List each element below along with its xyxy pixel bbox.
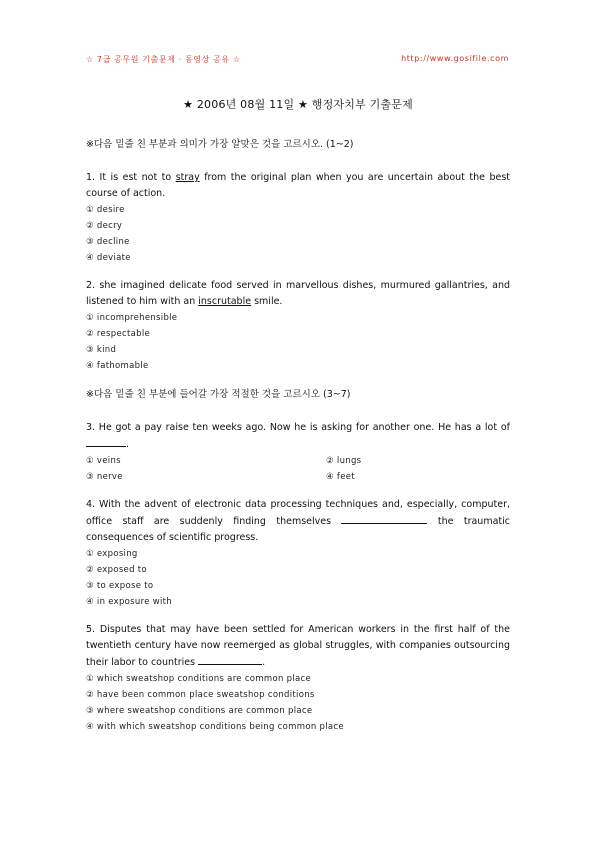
question-stem: 5. Disputes that may have been settled for American workers in the first half of the twentieth century have now reemerged as global struggles, with companies outsourcing their labor to countries . [86,624,510,668]
question-stem: 1. It is est not to stray from the original plan when you are uncertain about the best course of action. [86,172,510,199]
question-4 [86,497,510,610]
option-1[interactable]: ① incomprehensible [86,313,178,323]
option-3[interactable]: ③ nerve [86,472,123,482]
answer-blank [198,654,262,665]
option-1[interactable]: ① desire [86,205,125,215]
question-stem: 2. she imagined delicate food served in marvellous dishes, murmured gallantries, and listened to him with an inscrutable smile. [86,280,510,307]
option-2[interactable]: ② decry [86,221,123,231]
option-4[interactable]: ④ deviate [86,253,131,263]
instruction-3-7: ※다음 밑줄 친 부분에 들어갈 가장 적절한 것을 고르시오 (3~7) [86,389,351,400]
instruction-1-2: ※다음 밑줄 친 부분과 의미가 가장 알맞은 것을 고르시오. (1~2) [86,139,354,150]
underlined-word: inscrutable [198,296,252,307]
underlined-word: stray [175,172,200,183]
page-title: ★ 2006년 08월 11일 ★ 행정자치부 기출문제 [183,98,413,111]
option-2[interactable]: ② have been common place sweatshop conditions [86,690,315,700]
option-2[interactable]: ② respectable [86,329,151,339]
option-1[interactable]: ① exposing [86,549,138,559]
option-3[interactable]: ③ decline [86,237,130,247]
header-site-banner: ☆ 7급 공무원 기출문제 · 동영상 공유 ☆ [86,55,241,64]
header-url-link[interactable]: http://www.gosifile.com [401,54,509,63]
option-1[interactable]: ① which sweatshop conditions are common place [86,674,312,684]
question-1 [86,170,510,266]
option-2[interactable]: ② exposed to [86,565,147,575]
question-3 [86,420,510,485]
question-stem: 3. He got a pay raise ten weeks ago. Now he is asking for another one. He has a lot of . [86,422,510,450]
option-4[interactable]: ④ in exposure with [86,597,172,607]
option-list [86,546,510,610]
option-list [86,453,510,485]
option-list [86,202,510,266]
question-stem: 4. With the advent of electronic data processing techniques and, especially, computer, office staff are suddenly finding themselves the traumatic consequences of scientific progress. [86,499,510,543]
option-list [86,310,510,374]
option-list [86,671,510,735]
option-1[interactable]: ① veins [86,456,121,466]
option-3[interactable]: ③ where sweatshop conditions are common place [86,706,313,716]
option-4[interactable]: ④ with which sweatshop conditions being common place [86,722,344,732]
answer-blank [86,436,126,447]
option-3[interactable]: ③ to expose to [86,581,154,591]
page-header [86,54,509,68]
answer-blank [341,513,427,524]
option-3[interactable]: ③ kind [86,345,117,355]
exam-content [86,96,510,747]
question-2 [86,278,510,374]
option-2[interactable]: ② lungs [326,456,362,466]
question-5 [86,622,510,735]
option-4[interactable]: ④ fathomable [86,361,149,371]
option-4[interactable]: ④ feet [326,472,355,482]
